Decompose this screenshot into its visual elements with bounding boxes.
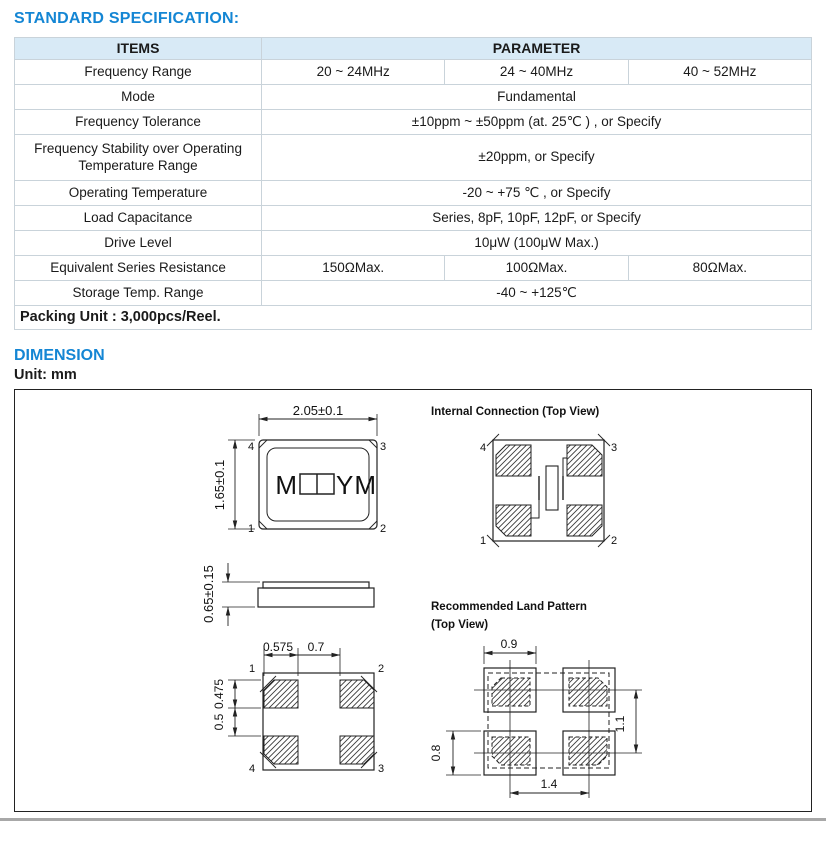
bottom-view-pin-1: 1 [248,663,256,675]
table-row [15,231,812,256]
table-row [15,281,812,306]
col-header-items: ITEMS [15,38,262,60]
spec-section-heading: STANDARD SPECIFICATION: [14,10,240,27]
value-cell: -40 ~ +125℃ [262,281,812,306]
col-header-parameter: PARAMETER [262,38,812,60]
bottom-view-pad-height-dim: 0.475 [212,678,226,710]
item-cell: Mode [15,85,262,110]
value-cell: -20 ~ +75 ℃ , or Specify [262,181,812,206]
item-cell: Operating Temperature [15,181,262,206]
value-cell: ±10ppm ~ ±50ppm (at. 25℃ ) , or Specify [262,110,812,135]
internal-pin-2: 2 [610,535,618,547]
top-view-pin-4: 4 [247,441,255,453]
value-cell: Fundamental [262,85,812,110]
land-pattern-title-line2: (Top View) [431,619,489,631]
table-row [15,206,812,231]
table-row [15,256,812,281]
item-cell: Equivalent Series Resistance [15,256,262,281]
item-cell: Load Capacitance [15,206,262,231]
table-row [15,60,812,85]
top-view-pin-1: 1 [247,523,255,535]
item-cell: Frequency Range [15,60,262,85]
item-cell: Frequency Tolerance [15,110,262,135]
unit-label: Unit: mm [14,367,77,383]
land-col-pitch-dim: 1.4 [540,777,558,791]
land-pattern-title-line1: Recommended Land Pattern [431,601,587,613]
value-cell: ±20ppm, or Specify [262,135,812,181]
packing-unit-row [15,306,812,330]
dimension-drawing [15,390,811,811]
marking-prefix: M [275,470,298,500]
top-view-pin-2: 2 [379,523,387,535]
bottom-view-gap-v-dim: 0.5 [212,713,226,731]
packing-unit-text: Packing Unit : 3,000pcs/Reel. [15,306,812,330]
value-cell: Series, 8pF, 10pF, 12pF, or Specify [262,206,812,231]
item-cell: Frequency Stability over Operating Temperature Range [15,135,262,181]
spec-table-header-row [15,38,812,60]
top-view-width-dim: 2.05±0.1 [292,403,344,418]
package-side-view [222,563,374,626]
value-cell: 24 ~ 40MHz [445,60,628,85]
table-row [15,110,812,135]
dimension-diagram-box [14,389,812,812]
value-cell: 10μW (100μW Max.) [262,231,812,256]
internal-connection-drawing [487,434,610,547]
value-cell: 40 ~ 52MHz [628,60,811,85]
value-cell: 100ΩMax. [445,256,628,281]
side-view-height-dim: 0.65±0.15 [201,565,216,623]
internal-pin-1: 1 [479,535,487,547]
value-cell: 20 ~ 24MHz [262,60,445,85]
bottom-view-pad-gap-dim: 0.7 [307,640,325,654]
land-pad-height-dim: 0.8 [429,744,443,762]
internal-pin-4: 4 [479,442,487,454]
bottom-view-pin-4: 4 [248,763,256,775]
top-view-pin-3: 3 [379,441,387,453]
land-row-pitch-dim: 1.1 [613,715,627,733]
bottom-view-pin-3: 3 [377,763,385,775]
bottom-view-pin-2: 2 [377,663,385,675]
top-view-height-dim: 1.65±0.1 [212,459,227,511]
value-cell: 150ΩMax. [262,256,445,281]
internal-pin-3: 3 [610,442,618,454]
value-cell: 80ΩMax. [628,256,811,281]
dimension-section-heading: DIMENSION [14,347,105,364]
table-row [15,85,812,110]
bottom-view-pad-width-dim: 0.575 [262,640,294,654]
marking-suffix: YM [336,470,377,500]
table-row [15,181,812,206]
item-cell: Drive Level [15,231,262,256]
table-row [15,135,812,181]
page-bottom-shadow [0,818,826,821]
land-pad-width-dim: 0.9 [500,637,518,651]
spec-table [14,37,812,330]
item-cell: Storage Temp. Range [15,281,262,306]
internal-connection-title: Internal Connection (Top View) [431,406,600,418]
